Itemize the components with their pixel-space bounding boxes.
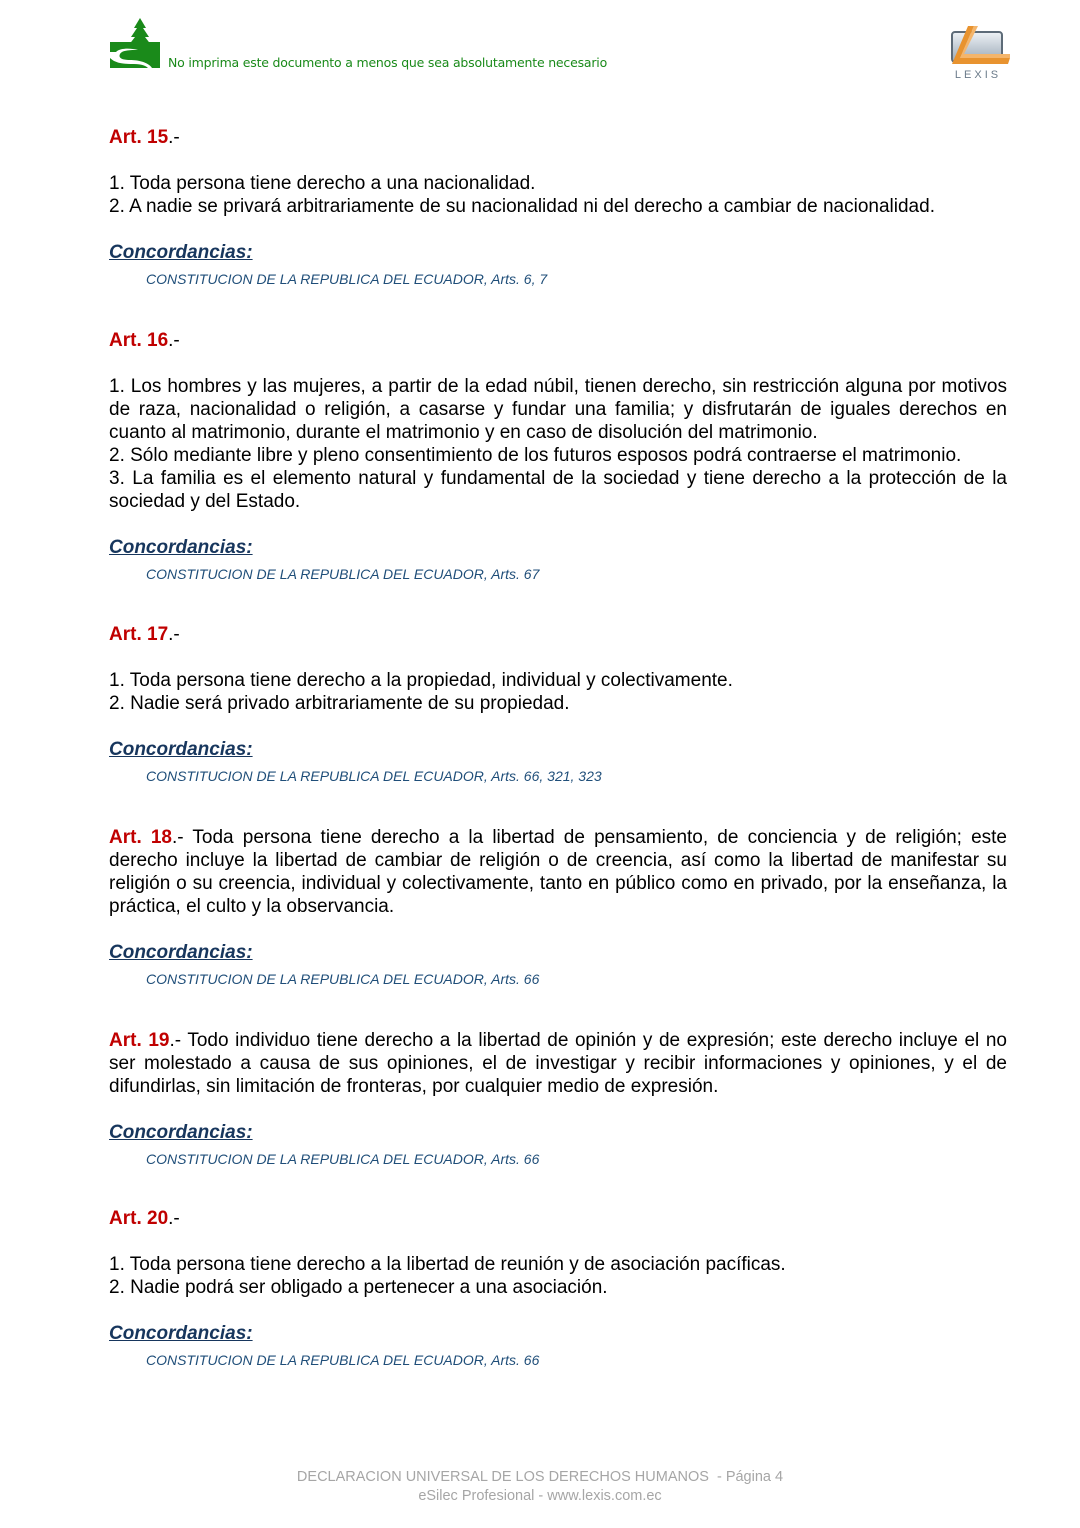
concordancias-label: Concordancias: xyxy=(109,942,253,963)
article-20 xyxy=(109,1207,1007,1369)
article-number: Art. 16 xyxy=(109,330,169,351)
concordancias-reference: CONSTITUCION DE LA REPUBLICA DEL ECUADOR, Arts. 67 xyxy=(146,566,540,582)
article-number: Art. 15 xyxy=(109,127,169,148)
concordancias-reference: CONSTITUCION DE LA REPUBLICA DEL ECUADOR, Arts. 6, 7 xyxy=(146,271,548,287)
article-paragraph: 2. Nadie podrá ser obligado a pertenecer a una asociación. xyxy=(109,1277,608,1298)
page-footer xyxy=(0,1468,1080,1506)
article-19 xyxy=(109,1029,1007,1168)
article-number: Art. 17 xyxy=(109,624,169,645)
concordancias-reference: CONSTITUCION DE LA REPUBLICA DEL ECUADOR, Arts. 66 xyxy=(146,1352,540,1368)
article-number: Art. 18 xyxy=(109,827,172,848)
article-text xyxy=(109,1253,1007,1299)
article-paragraph: 1. Los hombres y las mujeres, a partir de la edad núbil, tienen derecho, sin restricción alguna por motivos de raza, nacionalidad o religión, a casarse y fundar una familia; y disfrutarán de iguales derechos en cuanto al matrimonio, durante el matrimonio y en caso de disolución del matrimonio. xyxy=(109,376,1007,443)
article-number: Art. 19 xyxy=(109,1030,170,1051)
lexis-logo-icon xyxy=(938,24,1018,82)
article-paragraph: 1. Toda persona tiene derecho a la propiedad, individual y colectivamente. xyxy=(109,670,733,691)
article-18 xyxy=(109,826,1007,988)
article-15 xyxy=(109,126,1007,288)
article-text: Art. 18.- Toda persona tiene derecho a la libertad de pensamiento, de conciencia y de religión; este derecho incluye la libertad de cambiar de religión o de creencia, así como la libertad de manifestar su religión o su creencia, individual y colectivamente, tanto en público como en privado, por la enseñanza, la práctica, el culto y la observancia. xyxy=(109,827,1007,917)
concordancias-reference: CONSTITUCION DE LA REPUBLICA DEL ECUADOR, Arts. 66, 321, 323 xyxy=(146,768,602,784)
article-16 xyxy=(109,329,1007,583)
article-heading: Art. 20.- xyxy=(109,1208,180,1229)
article-paragraph: 1. Toda persona tiene derecho a una nacionalidad. xyxy=(109,173,536,194)
footer-document-title: DECLARACION UNIVERSAL DE LOS DERECHOS HUMANOS - Página 4 xyxy=(296,1469,784,1485)
article-text xyxy=(109,172,1007,218)
eco-print-notice: No imprima este documento a menos que sea absolutamente necesario xyxy=(168,55,608,70)
article-text: Art. 19.- Todo individuo tiene derecho a la libertad de opinión y de expresión; este derecho incluye el no ser molestado a causa de sus opiniones, el de investigar y recibir informaciones y opiniones, y el de difundirlas, sin limitación de fronteras, por cualquier medio de expresión. xyxy=(109,1030,1007,1097)
article-heading: Art. 15.- xyxy=(109,127,180,148)
article-paragraph: 2. Nadie será privado arbitrariamente de su propiedad. xyxy=(109,693,570,714)
concordancias-label: Concordancias: xyxy=(109,1323,253,1344)
concordancias-reference: CONSTITUCION DE LA REPUBLICA DEL ECUADOR, Arts. 66 xyxy=(146,971,540,987)
page-header xyxy=(0,0,1080,90)
svg-text:LEXIS: LEXIS xyxy=(954,69,1002,81)
article-paragraph: 2. A nadie se privará arbitrariamente de su nacionalidad ni del derecho a cambiar de nacionalidad. xyxy=(109,196,935,217)
article-number: Art. 20 xyxy=(109,1208,169,1229)
article-text xyxy=(109,375,1007,513)
tree-road-icon xyxy=(108,18,162,70)
concordancias-label: Concordancias: xyxy=(109,242,253,263)
article-paragraph: 1. Toda persona tiene derecho a la libertad de reunión y de asociación pacíficas. xyxy=(109,1254,786,1275)
article-17 xyxy=(109,623,1007,785)
concordancias-reference: CONSTITUCION DE LA REPUBLICA DEL ECUADOR, Arts. 66 xyxy=(146,1151,540,1167)
footer-publisher: eSilec Profesional - www.lexis.com.ec xyxy=(418,1488,662,1504)
article-inline-text: Todo individuo tiene derecho a la libertad de opinión y de expresión; este derecho incluye el no ser molestado a causa de sus opiniones, el de investigar y recibir informaciones y opiniones, y el de difundirlas, sin limitación de fronteras, por cualquier medio de expresión. xyxy=(109,1030,1007,1097)
article-text xyxy=(109,669,1007,715)
concordancias-label: Concordancias: xyxy=(109,537,253,558)
article-inline-text: Toda persona tiene derecho a la libertad de pensamiento, de conciencia y de religión; este derecho incluye la libertad de cambiar de religión o de creencia, así como la libertad de manifestar su religión o su creencia, individual y colectivamente, tanto en público como en privado, por la enseñanza, la práctica, el culto y la observancia. xyxy=(109,827,1007,917)
article-paragraph: 3. La familia es el elemento natural y fundamental de la sociedad y tiene derecho a la protección de la sociedad y del Estado. xyxy=(109,468,1007,512)
concordancias-label: Concordancias: xyxy=(109,1122,253,1143)
article-heading: Art. 16.- xyxy=(109,330,180,351)
article-heading: Art. 17.- xyxy=(109,624,180,645)
concordancias-label: Concordancias: xyxy=(109,739,253,760)
article-paragraph: 2. Sólo mediante libre y pleno consentimiento de los futuros esposos podrá contraerse el matrimonio. xyxy=(109,445,962,466)
